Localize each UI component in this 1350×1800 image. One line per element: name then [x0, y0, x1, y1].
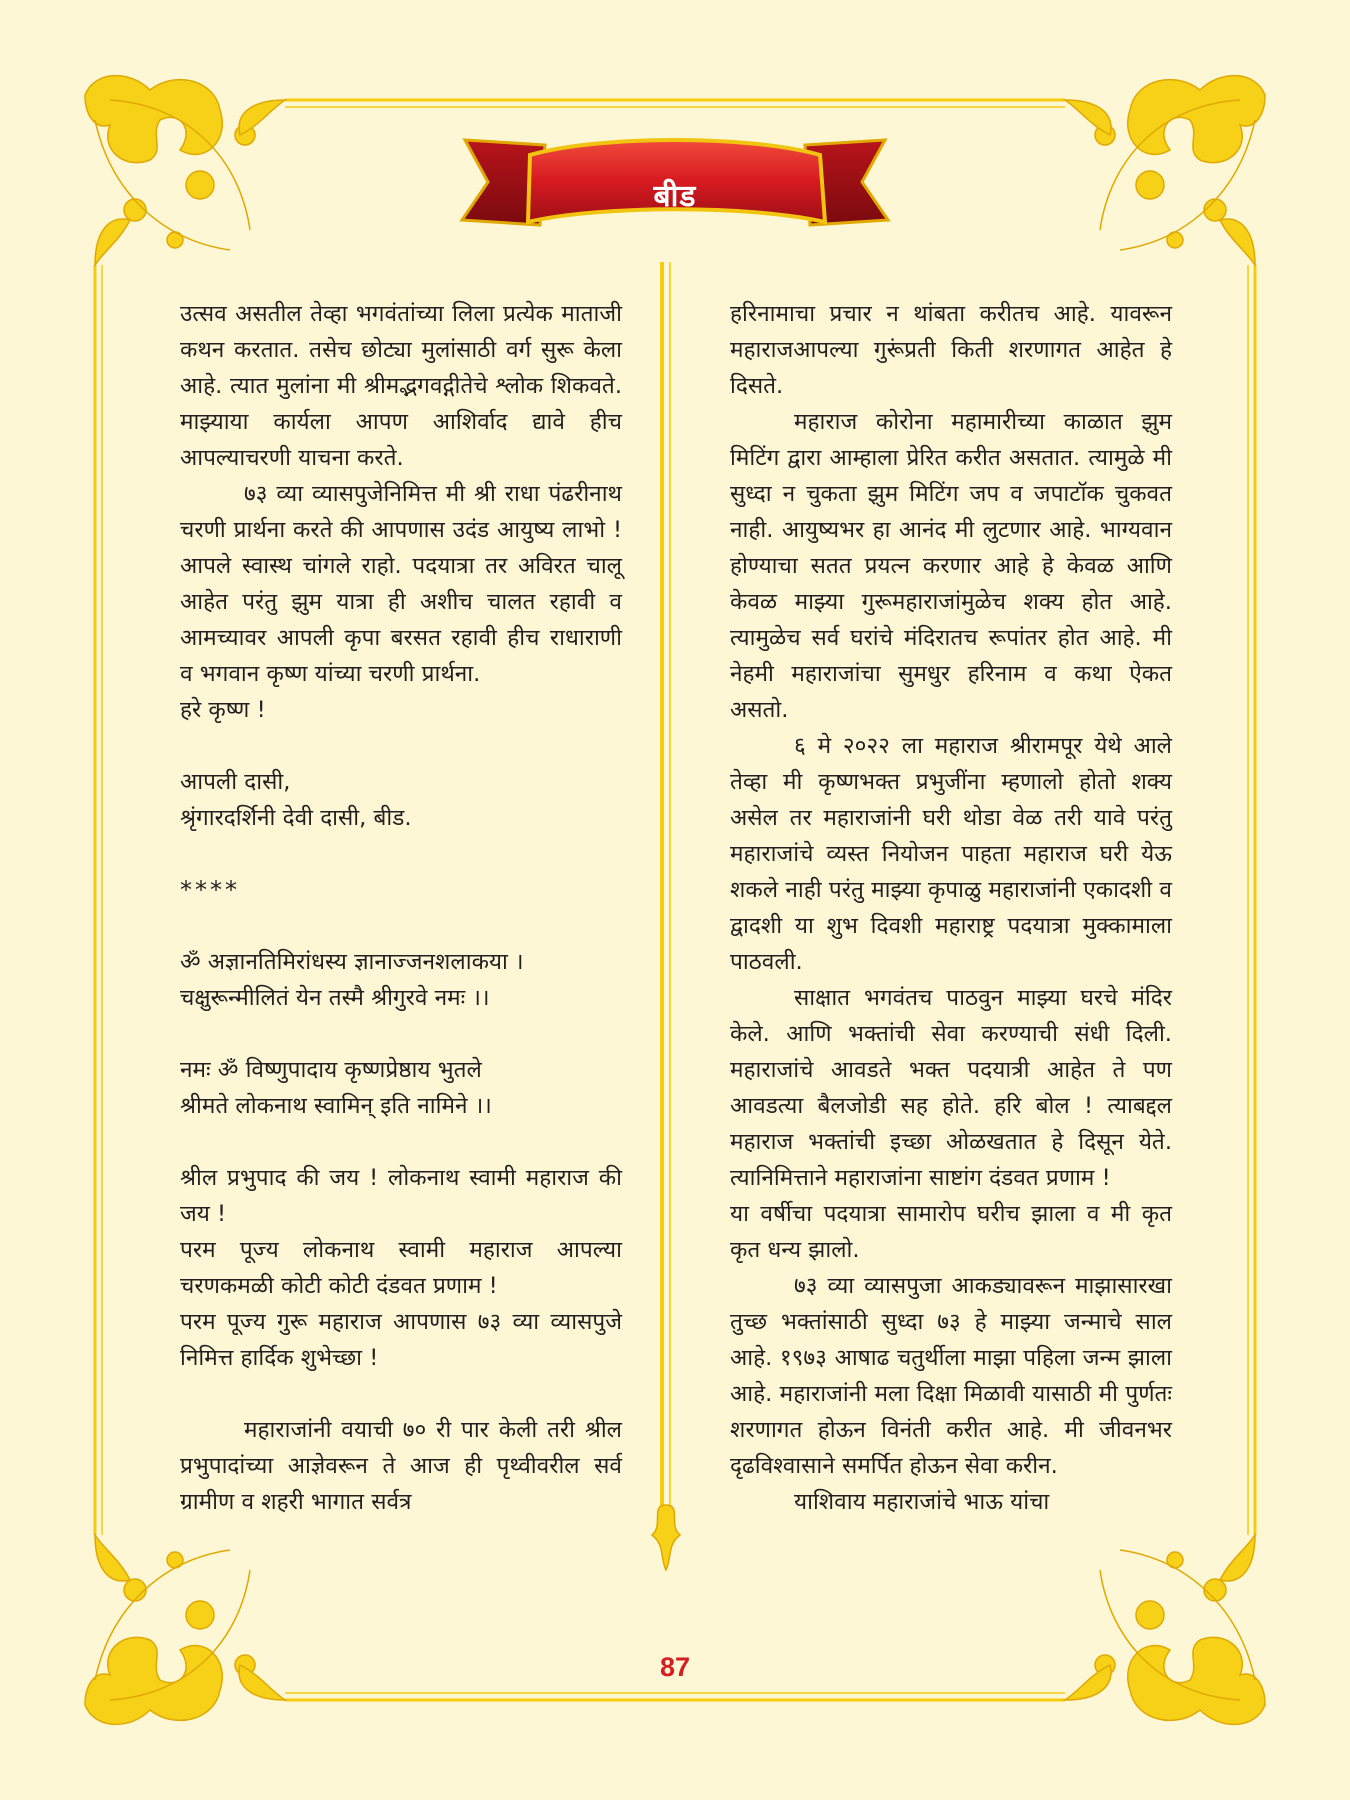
- banner-title: बीड: [653, 179, 697, 214]
- left-text-column: [180, 296, 622, 1520]
- corner-ornament-bottom-right: [1065, 1535, 1265, 1724]
- paragraph-gap: [180, 1124, 622, 1160]
- paragraph: श्रृंगारदर्शिनी देवी दासी, बीड.: [180, 805, 412, 831]
- paragraph: नमः ॐ विष्णुपादाय कृष्णप्रेष्ठाय भुतले: [180, 1057, 482, 1083]
- paragraph: ६ मे २०२२ ला महाराज श्रीरामपूर येथे आले तेव्हा मी कृष्णभक्त प्रभुजींना म्हणालो होतो शक्य असेल तर महाराजांनी घरी थोडा वेळ तरी यावे परंतु महाराजांचे व्यस्त नियोजन पाहता महाराज घरी येऊ शकले नाही परंतु माझ्या कृपाळु महाराजांनी एकादशी व द्वादशी या शुभ दिवशी महाराष्ट्र पदयात्रा मुक्कामाला पाठवली.: [730, 733, 1172, 975]
- section-separator: ****: [180, 876, 240, 904]
- corner-ornament-top-right: [1065, 76, 1265, 265]
- right-text-column: [730, 296, 1172, 1520]
- page-number: 87: [659, 1652, 691, 1682]
- paragraph: उत्सव असतील तेव्हा भगवंतांच्या लिला प्रत्येक माताजी कथन करतात. तसेच छोट्या मुलांसाठी वर्ग सुरू केला आहे. त्यात मुलांना मी श्रीमद्भगवद्गीतेचे श्लोक शिकवते. माझ्याया कार्यला आपण आशिर्वाद द्यावे हीच आपल्याचरणी याचना करते.: [180, 301, 622, 471]
- paragraph-gap: [180, 1016, 622, 1052]
- paragraph: ॐ अज्ञानतिमिरांधस्य ज्ञानाज्जनशलाकया ।: [180, 949, 524, 975]
- paragraph: ७३ व्या व्यासपुजा आकड्यावरून माझासारखा तुच्छ भक्तांसाठी सुध्दा ७३ हे माझ्या जन्माचे साल आहे. १९७३ आषाढ चतुर्थीला माझा पहिला जन्म झाला आहे. महाराजांनी मला दिक्षा मिळावी यासाठी मी पुर्णतः शरणागत होऊन विनंती करीत आहे. मी जीवनभर दृढविश्वासाने समर्पित होऊन सेवा करीन.: [730, 1273, 1172, 1479]
- paragraph-gap: [180, 728, 622, 764]
- column-divider: [652, 262, 680, 1570]
- paragraph: परम पूज्य गुरू महाराज आपणास ७३ व्या व्यासपुजे निमित्त हार्दिक शुभेच्छा !: [180, 1309, 622, 1371]
- paragraph: हरे कृष्ण !: [180, 697, 266, 723]
- paragraph: याशिवाय महाराजांचे भाऊ यांचा: [794, 1489, 1050, 1515]
- paragraph: महाराज कोरोना महामारीच्या काळात झुम मिटिंग द्वारा आम्हाला प्रेरित करीत असतात. त्यामुळे मी सुध्दा न चुकता झुम मिटिंग जप व जपाटॉक चुकवत नाही. आयुष्यभर हा आनंद मी लुटणार आहे. भाग्यवान होण्याचा सतत प्रयत्न करणार आहे हे केवळ आणि केवळ माझ्या गुरूमहाराजांमुळेच शक्य होत आहे. त्यामुळेच सर्व घरांचे मंदिरातच रूपांतर होत आहे. मी नेहमी महाराजांचा सुमधुर हरिनाम व कथा ऐकत असतो.: [730, 409, 1172, 723]
- paragraph: श्रील प्रभुपाद की जय ! लोकनाथ स्वामी महाराज की जय !: [180, 1165, 622, 1227]
- paragraph: या वर्षीचा पदयात्रा सामारोप घरीच झाला व मी कृत कृत धन्य झालो.: [730, 1201, 1172, 1263]
- paragraph: चक्षुरून्मीलितं येन तस्मै श्रीगुरवे नमः ।।: [180, 985, 490, 1011]
- paragraph: महाराजांनी वयाची ७० री पार केली तरी श्रील प्रभुपादांच्या आज्ञेवरून ते आज ही पृथ्वीवरील सर्व ग्रामीण व शहरी भागात सर्वत्र: [180, 1417, 622, 1515]
- paragraph: साक्षात भगवंतच पाठवुन माझ्या घरचे मंदिर केले. आणि भक्तांची सेवा करण्याची संधी दिली. महाराजांचे आवडते भक्त पदयात्री आहेत ते पण आवडत्या बैलजोडी सह होते. हरि बोल ! त्याबद्दल महाराज भक्तांची इच्छा ओळखतात हे दिसून येते. त्यानिमित्ताने महाराजांना साष्टांग दंडवत प्रणाम !: [730, 985, 1172, 1191]
- paragraph-gap: [180, 1376, 622, 1412]
- paragraph: परम पूज्य लोकनाथ स्वामी महाराज आपल्या चरणकमळी कोटी कोटी दंडवत प्रणाम !: [180, 1237, 622, 1299]
- corner-ornament-top-left: [85, 76, 285, 265]
- paragraph: हरिनामाचा प्रचार न थांबता करीतच आहे. यावरून महाराजआपल्या गुरूंप्रती किती शरणागत आहेत हे दिसते.: [730, 301, 1172, 399]
- paragraph: आपली दासी,: [180, 769, 291, 795]
- paragraph: ७३ व्या व्यासपुजेनिमित्त मी श्री राधा पंढरीनाथ चरणी प्रार्थना करते की आपणास उदंड आयुष्य लाभो ! आपले स्वास्थ चांगले राहो. पदयात्रा तर अविरत चालू आहेत परंतु झुम यात्रा ही अशीच चालत रहावी व आमच्यावर आपली कृपा बरसत रहावी हीच राधाराणी व भगवान कृष्ण यांच्या चरणी प्रार्थना.: [180, 481, 622, 687]
- paragraph-gap: [180, 908, 622, 944]
- paragraph: श्रीमते लोकनाथ स्वामिन् इति नामिने ।।: [180, 1093, 492, 1119]
- paragraph-gap: [180, 836, 622, 872]
- corner-ornament-bottom-left: [85, 1535, 285, 1724]
